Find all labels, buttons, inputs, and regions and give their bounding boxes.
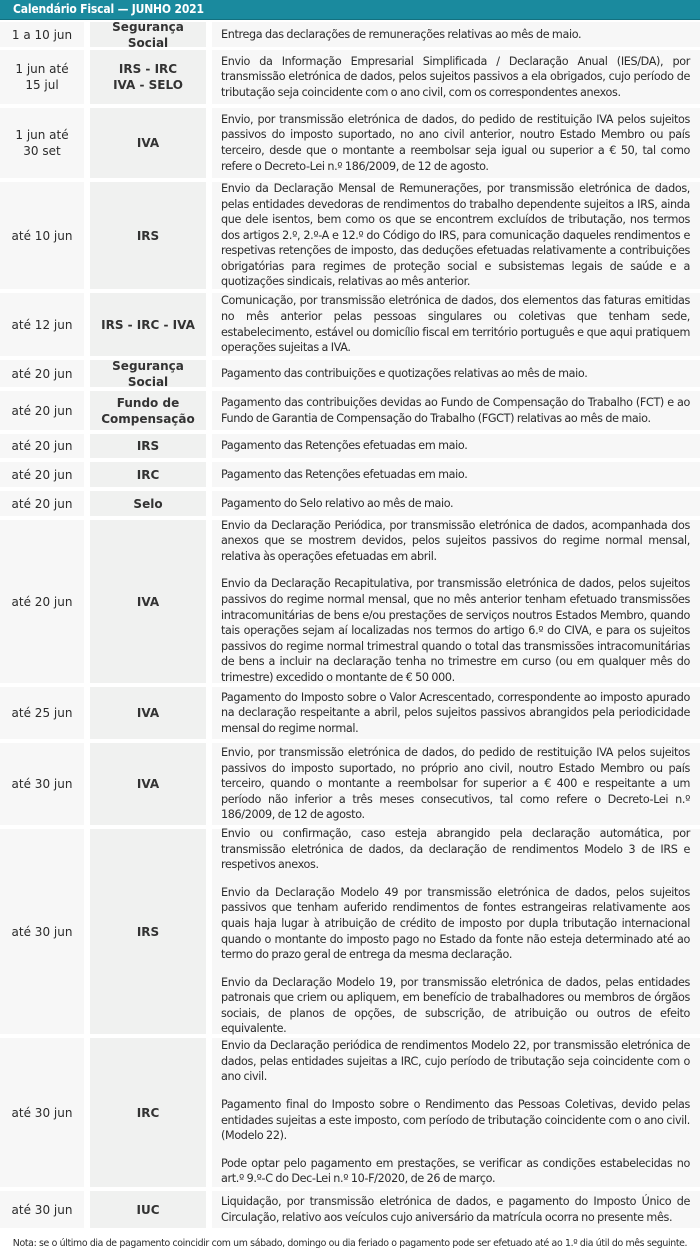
tax-type: IRS - IRC - IVA [101, 317, 195, 332]
tax-cell [90, 108, 206, 178]
deadline-date: até 20 jun [11, 439, 73, 453]
description-cell [212, 391, 700, 430]
description-cell [212, 687, 700, 739]
obligation-description: Pagamento final do Imposto sobre o Rendimento das Pessoas Coletivas, devido pelas entidades sujeitas a este imposto, com período de tributação coincidente com o ano civil. (Modelo 22). [221, 1097, 690, 1143]
description-cell [212, 826, 700, 1036]
deadline-date: até 20 jun [11, 366, 73, 381]
tax-cell [90, 19, 206, 50]
obligation-description: Envio, por transmissão eletrónica de dados, do pedido de restituição IVA pelos sujeitos passivos do imposto suportado, no próprio ano civil, noutro Estado Membro ou país terceiro, quando o montante a reembolsar for superior a € 400 e respeitante a um período não inferior a três meses consecutivos, tal como refere o Decreto-Lei n.º 186/2009, de 12 de agosto. [221, 746, 690, 822]
table-row [0, 293, 700, 356]
footnote: Nota: se o último dia de pagamento coincidir com um sábado, domingo ou dia feriado o pagamento pode ser efetuado até ao 1.º dia útil do mês seguinte. [12, 1238, 688, 1249]
tax-type: IRC [136, 467, 160, 482]
tax-cell [90, 182, 206, 289]
tax-type: IRS [136, 924, 160, 939]
obligation-description: Envio da Declaração periódica de rendimentos Modelo 22, por transmissão eletrónica de dados, pelas entidades sujeitas a IRC, cujo período de tributação seja coincidente com o ano civil. [221, 1039, 690, 1084]
date-cell [0, 829, 84, 1034]
date-cell [0, 743, 84, 825]
tax-type: IVA [136, 706, 160, 720]
table-row [0, 1191, 700, 1228]
obligation-description: Envio da Declaração Modelo 19, por transmissão eletrónica de dados, pelas entidades patronais que criem ou apliquem, em benefício de trabalhadores ou membros de órgãos sociais, de planos de opções, de subscrição, de atribuição ou outros de efeito equivalente. [221, 975, 690, 1036]
obligation-description: Envio, por transmissão eletrónica de dados, do pedido de restituição IVA pelos sujeitos passivos do imposto suportado, no ano civil anterior, noutro Estado Membro ou país terceiro, desde que o montante a reembolsar seja igual ou superior a € 50, tal como refere o Decreto-Lei n.º 186/2009, de 12 de agosto. [221, 112, 690, 173]
tax-cell [90, 50, 206, 104]
deadline-date: 1 a 10 jun [11, 27, 73, 42]
deadline-date: 1 jun até 15 jul [15, 62, 69, 92]
table-row [0, 687, 700, 739]
obligation-description: Pagamento das contribuições devidas ao Fundo de Compensação do Trabalho (FCT) e ao Fundo de Garantia de Compensação do Trabalho (FGCT) relativas ao mês de maio. [221, 395, 690, 425]
date-cell [0, 462, 84, 487]
table-row [0, 462, 700, 487]
table-row [0, 50, 700, 104]
table-row [0, 743, 700, 825]
obligation-description: Pagamento do Selo relativo ao mês de maio. [221, 496, 454, 510]
deadline-date: até 20 jun [11, 403, 73, 418]
tax-type: Segurança Social [112, 358, 184, 389]
date-cell [0, 491, 84, 516]
calendar-title-bar [0, 0, 700, 20]
table-row [0, 182, 700, 289]
deadline-date: até 30 jun [11, 777, 73, 791]
table-row [0, 520, 700, 683]
deadline-date: até 30 jun [11, 1105, 73, 1120]
obligation-description: Envio da Declaração Recapitulativa, por transmissão eletrónica de dados, pelos sujeitos passivos do regime normal mensal, que no mês anterior tenham efetuado transmissões intracomunitárias de bens e/ou prestações de serviços noutros Estados Membro, quando tais operações sejam aí localizadas nos termos do artigo 6.º do CIVA, e para os sujeitos passivos do regime normal trimestral quando o total das transmissões intracomunitárias de bens a incluir na declaração tenha no trimestre em curso (ou em qualquer mês do trimestre) excedido o montante de € 50 000. [221, 577, 690, 684]
description-cell [212, 108, 700, 178]
description-cell [212, 491, 700, 516]
deadline-date: até 10 jun [11, 228, 73, 243]
tax-cell [90, 520, 206, 683]
tax-type: IRS [136, 228, 160, 243]
tax-cell [90, 491, 206, 516]
table-row [0, 434, 700, 458]
obligation-description: Pagamento das Retenções efetuadas em maio. [221, 439, 468, 453]
obligation-description: Entrega das declarações de remunerações relativas ao mês de maio. [221, 27, 582, 41]
table-row [0, 826, 700, 1036]
description-cell [212, 293, 700, 356]
date-cell [0, 50, 84, 104]
table-row [0, 19, 700, 50]
date-cell [0, 293, 84, 356]
tax-cell [90, 1191, 206, 1228]
table-row [0, 108, 700, 178]
tax-cell [90, 1038, 206, 1187]
date-cell [0, 1038, 84, 1187]
obligation-description: Pagamento das contribuições e quotizações relativas ao mês de maio. [221, 366, 588, 380]
tax-type: Fundo de Compensação [101, 395, 195, 426]
description-cell [212, 22, 700, 47]
table-row [0, 360, 700, 387]
table-row [0, 391, 700, 430]
tax-type: IVA [136, 136, 160, 150]
deadline-date: até 20 jun [11, 594, 73, 609]
tax-type: IUC [136, 1202, 160, 1217]
date-cell [0, 108, 84, 178]
tax-cell [90, 434, 206, 458]
table-row [0, 491, 700, 516]
tax-cell [90, 829, 206, 1034]
deadline-date: até 12 jun [11, 317, 73, 332]
date-cell [0, 391, 84, 430]
description-cell [212, 360, 700, 387]
description-cell [212, 520, 700, 683]
tax-type: IRS - IRC IVA - SELO [113, 62, 183, 92]
obligation-description: Envio da Declaração Periódica, por transmissão eletrónica de dados, acompanhada dos anexos que se mostrem devidos, pelos sujeitos passivos do regime normal mensal, relativa às operações efetuadas em abril. [221, 518, 690, 563]
date-cell [0, 1191, 84, 1228]
description-cell [212, 743, 700, 825]
description-cell [212, 462, 700, 487]
date-cell [0, 182, 84, 289]
description-cell [212, 1191, 700, 1228]
tax-cell [90, 293, 206, 356]
obligation-description: Envio da Informação Empresarial Simplificada / Declaração Anual (IES/DA), por transmissão eletrónica de dados, pelos sujeitos passivos a ela obrigados, cujo período de tributação seja coincidente com o ano civil, com os correspondentes anexos. [221, 54, 690, 99]
deadline-date: até 30 jun [11, 1202, 73, 1217]
date-cell [0, 22, 84, 47]
obligation-description: Envio da Declaração Mensal de Remunerações, por transmissão eletrónica de dados, pelas entidades devedoras de rendimentos do trabalho dependente sujeitos a IRS, ainda que dele isentos, bem como os que se encontrem excluídos de tributação, nos termos dos artigos 2.º, 2.º-A e 12.º do Código do IRS, para comunicação daqueles rendimentos e respetivas retenções de imposto, das deduções efetuadas relativamente a contribuições obrigatórias para regimes de proteção social e subsistemas legais de saúde e a quotizações sindicais, relativas ao mês anterior. [221, 181, 690, 289]
description-cell [212, 434, 700, 458]
tax-cell [90, 743, 206, 825]
date-cell [0, 434, 84, 458]
table-row [0, 1038, 700, 1187]
calendar-title: Calendário Fiscal — JUNHO 2021 [13, 2, 204, 16]
date-cell [0, 360, 84, 387]
description-cell [212, 1038, 700, 1187]
obligation-description: Envio ou confirmação, caso esteja abrangido pela declaração automática, por transmissão eletrónica de dados, da declaração de rendimentos Modelo 3 de IRS e respetivos anexos. [221, 826, 690, 872]
obligation-description: Pode optar pelo pagamento em prestações, se verificar as condições estabelecidas no art.º 9.º-C do Dec-Lei n.º 10-F/2020, de 26 de março. [221, 1156, 690, 1186]
tax-cell [90, 687, 206, 739]
date-cell [0, 687, 84, 739]
tax-type: Segurança Social [112, 19, 184, 50]
tax-cell [90, 360, 206, 387]
tax-type: IRS [136, 439, 160, 453]
obligation-description: Envio da Declaração Modelo 49 por transmissão eletrónica de dados, pelos sujeitos passivos que tenham auferido rendimentos de fontes estrangeiras relativamente aos quais haja lugar à atribuição de crédito de imposto por dupla tributação internacional quando o montante do imposto pago no Estado da fonte não esteja determinado até ao termo do prazo geral de entrega da mesma declaração. [221, 885, 690, 962]
obligation-description: Pagamento das Retenções efetuadas em maio. [221, 467, 468, 481]
description-cell [212, 50, 700, 104]
tax-type: Selo [133, 496, 163, 511]
deadline-date: até 20 jun [11, 496, 73, 511]
deadline-date: até 25 jun [11, 706, 73, 720]
obligation-description: Pagamento do Imposto sobre o Valor Acrescentado, correspondente ao imposto apurado na declaração respeitante a abril, pelos sujeitos passivos abrangidos pela periodicidade mensal do regime normal. [221, 690, 690, 735]
obligation-description: Comunicação, por transmissão eletrónica de dados, dos elementos das faturas emitidas no mês anterior pelas pessoas singulares ou coletivas que tenham sede, estabelecimento, estável ou domicílio fiscal em território português e que aqui pratiquem operações sujeitas a IVA. [221, 294, 690, 355]
deadline-date: até 20 jun [11, 467, 73, 482]
tax-cell [90, 391, 206, 430]
tax-cell [90, 462, 206, 487]
tax-type: IRC [136, 1105, 160, 1120]
tax-type: IVA [136, 777, 160, 791]
deadline-date: até 30 jun [11, 924, 73, 939]
obligation-description: Liquidação, por transmissão eletrónica de dados, e pagamento do Imposto Único de Circulação, relativo aos veículos cujo aniversário da matrícula ocorra no presente mês. [221, 1194, 690, 1224]
date-cell [0, 520, 84, 683]
deadline-date: 1 jun até 30 set [15, 128, 69, 158]
description-cell [212, 182, 700, 289]
tax-type: IVA [136, 594, 160, 609]
